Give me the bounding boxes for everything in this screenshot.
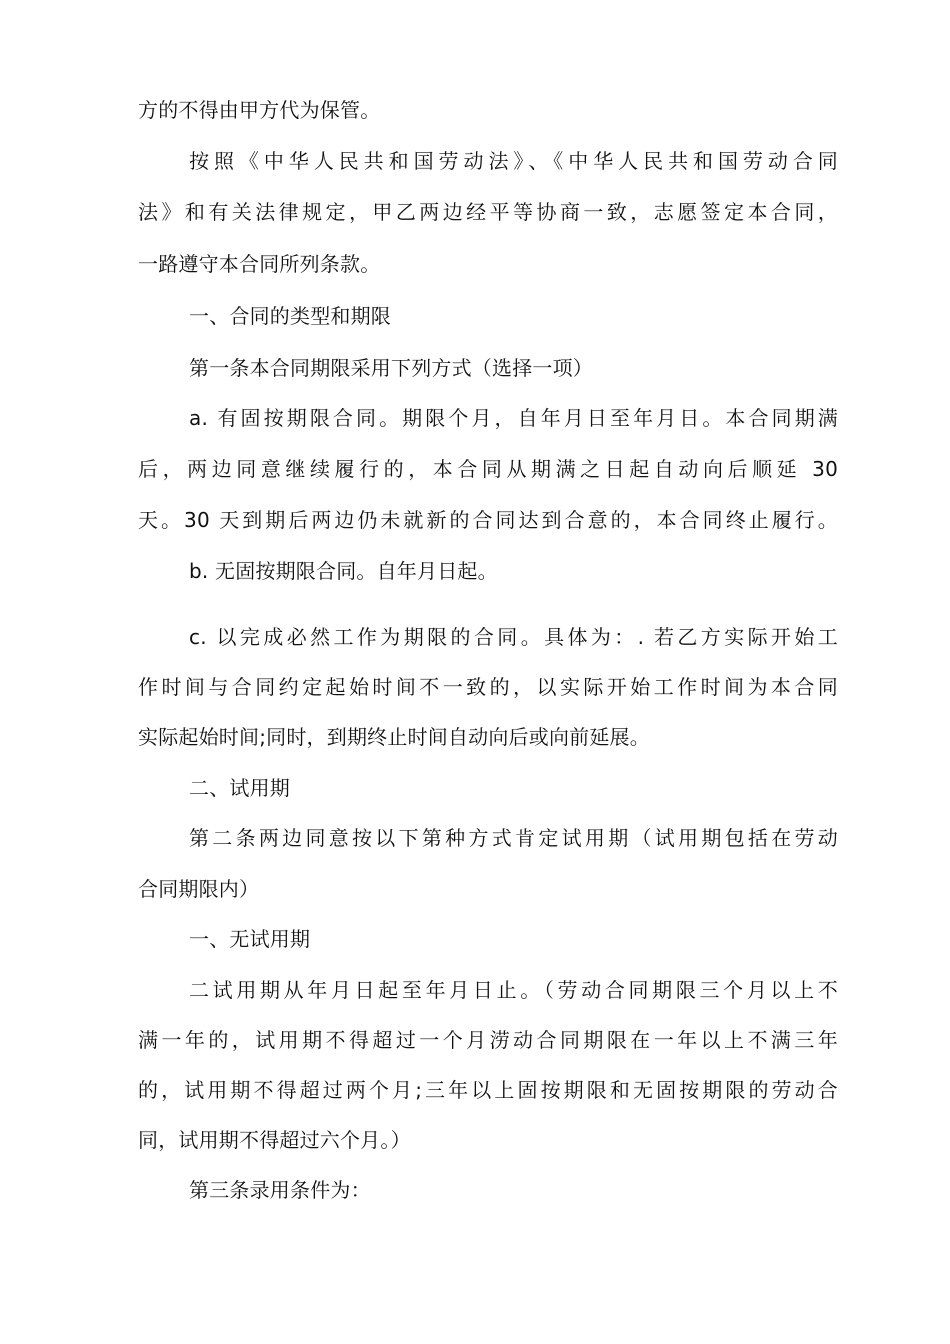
section-heading: 二、试用期 (189, 776, 290, 800)
text-line: 满一年的，试用期不得超过一个月涝动合同期限在一年以上不满三年 (138, 1028, 838, 1052)
text-line: 按照《中华人民共和国劳动法》、《中华人民共和国劳动合同 (189, 149, 838, 173)
text-line: 一、无试用期 (189, 927, 311, 951)
text-line: 二试用期从年月日起至年月日止。（劳动合同期限三个月以上不 (189, 978, 838, 1002)
text-line: 后，两边同意继续履行的，本合同从期满之日起自动向后顺延 30 (138, 457, 838, 481)
text-line: 法》和有关法律规定，甲乙两边经平等协商一致，志愿签定本合同， (138, 200, 838, 224)
article-heading: 第三条录用条件为： (189, 1178, 371, 1202)
text-line: 合同期限内） (138, 877, 260, 901)
text-line: 方的不得由甲方代为保管。 (138, 98, 381, 122)
text-line: 作时间与合同约定起始时间不一致的，以实际开始工作时间为本合同 (138, 675, 838, 699)
article-heading: 第一条本合同期限采用下列方式（选择一项） (189, 356, 593, 380)
text-line: 天。30 天到期后两边仍未就新的合同达到合意的，本合同终止履行。 (138, 508, 838, 532)
text-line: c. 以完成必然工作为期限的合同。具体为：. 若乙方实际开始工 (189, 625, 838, 649)
text-line: 实际起始时间;同时，到期终止时间自动向后或向前延展。 (138, 725, 650, 749)
text-line: 的，试用期不得超过两个月;三年以上固按期限和无固按期限的劳动合 (138, 1078, 838, 1102)
text-line: 同，试用期不得超过六个月。） (138, 1128, 411, 1152)
text-line: b. 无固按期限合同。自年月日起。 (189, 559, 498, 583)
text-line: a. 有固按期限合同。期限个月，自年月日至年月日。本合同期满 (189, 406, 838, 430)
section-heading: 一、合同的类型和期限 (189, 304, 391, 328)
article-heading: 第二条两边同意按以下第种方式肯定试用期（试用期包括在劳动 (189, 826, 838, 850)
text-line: 一路遵守本合同所列条款。 (138, 252, 381, 276)
